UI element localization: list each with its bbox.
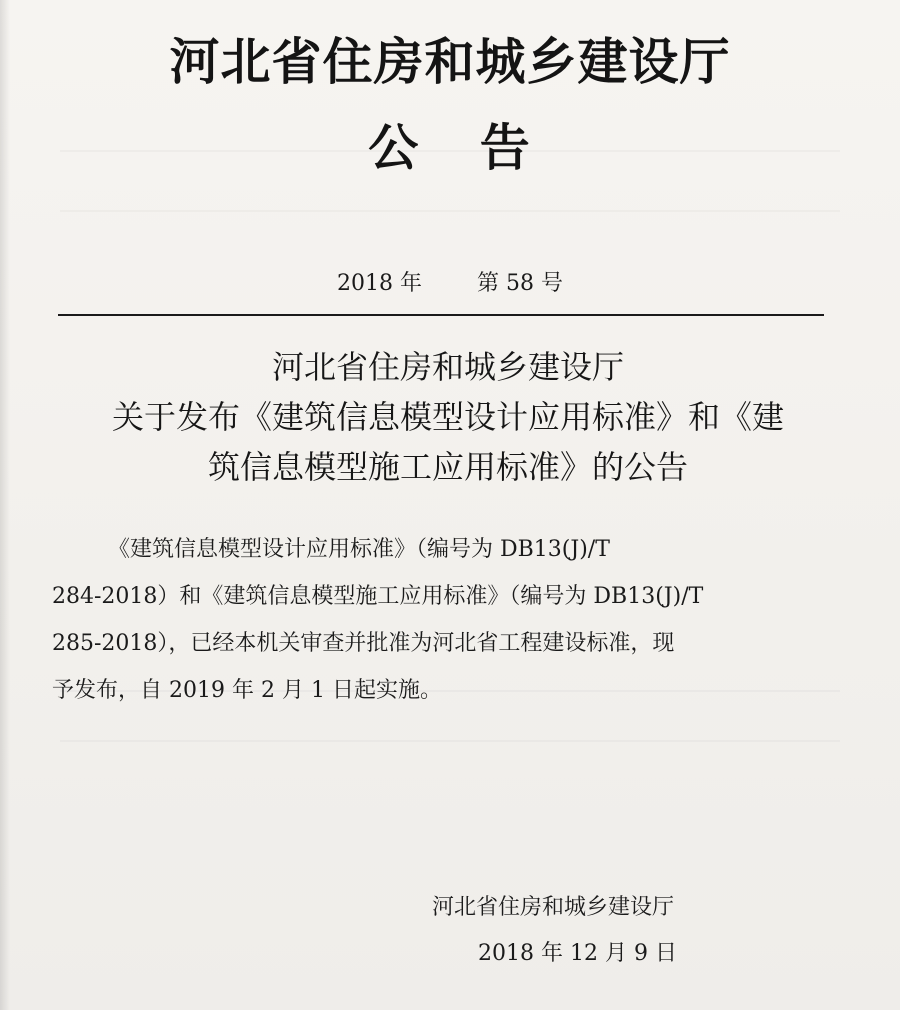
notice-title xyxy=(58,342,838,492)
body-line: 284-2018）和《建筑信息模型施工应用标准》（编号为 DB13(J)/T xyxy=(52,584,704,609)
header-divider xyxy=(58,314,824,316)
title-line: 河北省住房和城乡建设厅 xyxy=(271,348,624,386)
bleed-through-line xyxy=(60,210,840,212)
bleed-through-line xyxy=(60,740,840,742)
title-line: 筑信息模型施工应用标准》的公告 xyxy=(207,448,688,486)
body-line: 285-2018），已经本机关审查并批准为河北省工程建设标准，现 xyxy=(52,631,675,656)
body-line: 《建筑信息模型设计应用标准》（编号为 DB13(J)/T xyxy=(108,537,610,562)
title-line: 关于发布《建筑信息模型设计应用标准》和《建 xyxy=(111,398,784,436)
document-type-heading: 公 告 xyxy=(368,119,532,177)
document-number xyxy=(0,266,900,297)
body-line: 予发布，自 2019 年 2 月 1 日起实施。 xyxy=(52,678,442,703)
signing-date: 2018 年 12 月 9 日 xyxy=(478,941,677,966)
issuer-header: 河北省住房和城乡建设厅 xyxy=(169,33,731,91)
document-issue-number: 第 58 号 xyxy=(477,271,563,296)
notice-body xyxy=(52,526,808,714)
signer: 河北省住房和城乡建设厅 xyxy=(432,895,675,920)
document-year: 2018 年 xyxy=(337,271,422,296)
